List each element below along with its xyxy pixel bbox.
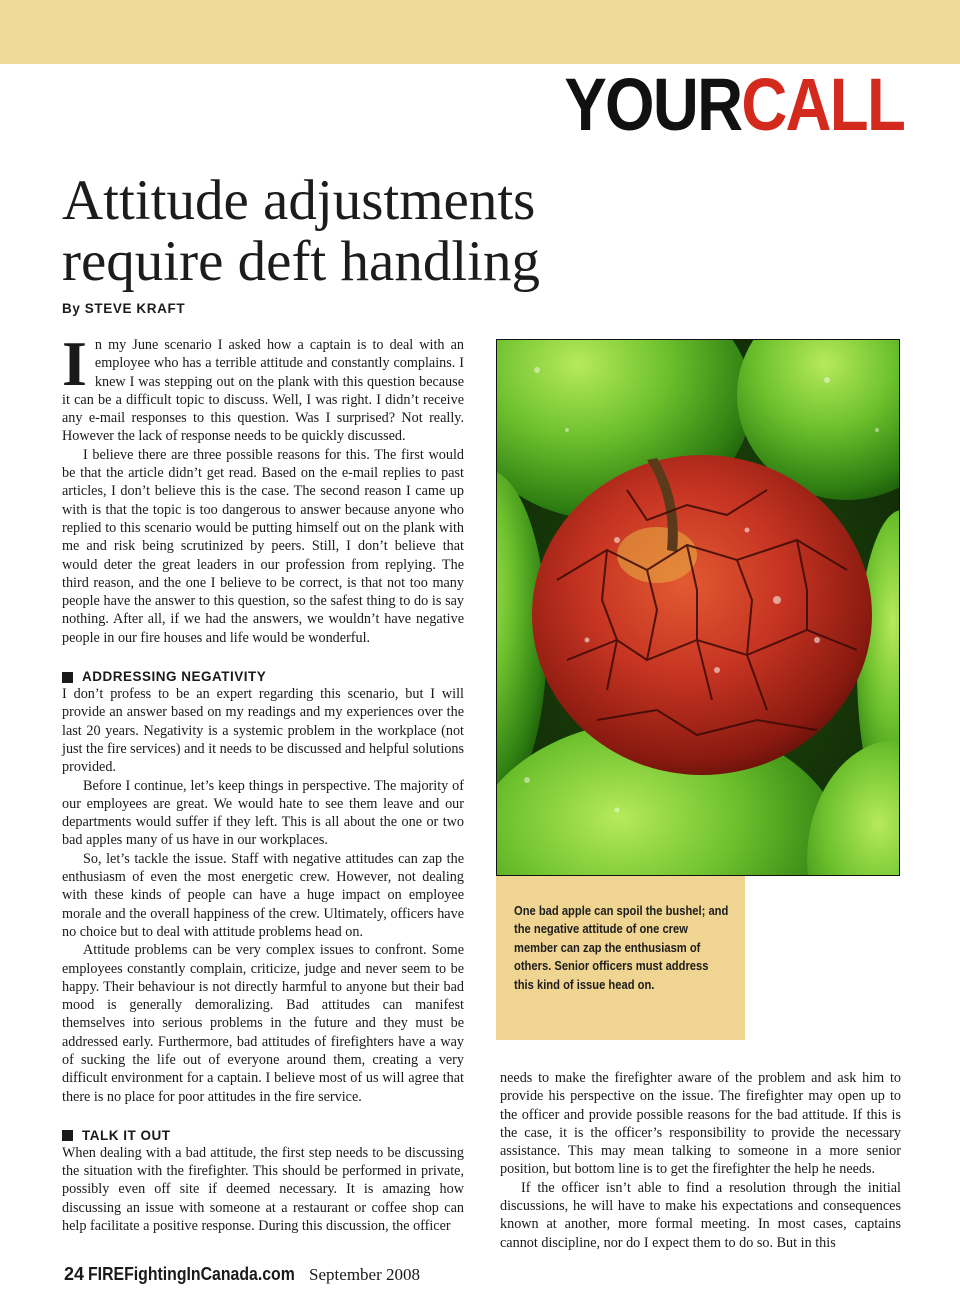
intro-paragraph-1	[62, 328, 464, 446]
article-headline: Attitude adjustments require deft handling	[62, 169, 540, 293]
banner-word-your: YOUR	[564, 63, 742, 146]
drop-cap: I	[62, 328, 87, 399]
intro-text-1: n my June scenario I asked how a captain is to deal with an employee who has a terrible attitude and constantly complains. I knew I was stepping out on the plank with this question because it can be a difficult topic to discuss. Well, I was right. I didn’t receive any e-mail responses to this question. Was I surprised? Not really. However the lack of response needs to be quickly discussed.	[62, 337, 464, 445]
subhead-talk-it-out	[62, 1128, 464, 1144]
page-footer	[64, 1264, 420, 1285]
top-color-band	[0, 0, 960, 64]
subhead-addressing-negativity	[62, 669, 464, 685]
right-column	[500, 1069, 901, 1252]
cracked-red-apple-icon	[532, 455, 872, 775]
left-column	[62, 328, 464, 1235]
body-paragraph: Attitude problems can be very complex issues to confront. Some employees constantly complain, criticize, judge and never seem to be happy. Their behaviour is not directly harmful to anyone but their bad mood is generally demoralizing. Bad attitudes can manifest themselves into serious problems in the future and they must be addressed early. Furthermore, bad attitudes of firefighters have a way of sucking the life out of everyone around them, creating a very difficult environment for a captain. I believe most of us will agree that there is no place for poor attitudes in the fire service.	[62, 942, 464, 1105]
intro-paragraph-2: I believe there are three possible reasons for this. The first would be that the article didn’t get read. Based on the e-mail replies to past articles, I don’t believe this is the case. The second reason I came up with is that the topic is too dangerous to answer because anyone who replied to this scenario would be putting himself out on the plank with me and risk being scrutinized by peers. Still, I don’t believe that would deter the great leaders in our profession from replying. The third reason, and the one I believe to be correct, is that not too many people have the answer to this question, so the safest thing to do is say nothing. After all, if we had the answers, we wouldn’t have negative people in our fire houses and life would be wonderful.	[62, 446, 464, 646]
square-bullet-icon	[62, 1130, 73, 1141]
body-paragraph: needs to make the firefighter aware of the problem and ask him to provide his perspective on the issue. The firefighter may open up to the officer and provide possible reasons for the bad attitude. If this is the case, it is the officer’s responsibility to provide the necessary assistance. This may mean talking to someone in a more senior position, but bottom line is to get the firefighter the help he needs.	[500, 1070, 901, 1178]
issue-date: September 2008	[309, 1265, 420, 1284]
banner-word-call: CALL	[741, 63, 904, 146]
apples-photo	[496, 339, 900, 876]
subhead-text: TALK IT OUT	[82, 1127, 171, 1143]
subhead-text: ADDRESSING NEGATIVITY	[82, 669, 267, 685]
photo-caption-box	[496, 876, 745, 1040]
section-banner	[564, 63, 904, 146]
body-paragraph: So, let’s tackle the issue. Staff with negative attitudes can zap the enthusiasm of even the most energetic crew. However, not dealing with these kinds of people can have a huge impact on employee morale and the overall happiness of the crew. Ultimately, officers have no choice but to deal with attitude problems head on.	[62, 850, 464, 940]
body-paragraph: Before I continue, let’s keep things in perspective. The majority of our employees are great. We would hate to see them leave and our departments would suffer if they left. This is all about the one or two bad apples many of us have in our workplaces.	[62, 777, 464, 849]
page-number: 24	[64, 1264, 85, 1284]
body-paragraph: If the officer isn’t able to find a resolution through the initial discussions, he will have to make his expectations and consequences known at another, more formal meeting. In most cases, captains cannot discipline, nor do I expect them to do so. But in this	[500, 1179, 901, 1251]
photo-caption: One bad apple can spoil the bushel; and the negative attitude of one crew member can zap the enthusiasm of others. Senior officers must address this kind of issue head on.	[514, 903, 729, 992]
body-paragraph: When dealing with a bad attitude, the first step needs to be discussing the situation with the firefighter. This should be performed in private, possibly even off site if deemed necessary. It is amazing how discussing an issue with someone at a restaurant or coffee shop can help facilitate a positive response. During this discussion, the officer	[62, 1144, 464, 1235]
body-paragraph: I don’t profess to be an expert regarding this scenario, but I will provide an answer based on my readings and my experiences over the last 20 years. Negativity is a systemic problem in the workplace (not just the fire services) and it needs to be discussed and helpful solutions provided.	[62, 686, 464, 776]
publication-name: FIREFightingInCanada.com	[88, 1264, 295, 1284]
square-bullet-icon	[62, 672, 73, 683]
byline: By STEVE KRAFT	[62, 301, 186, 316]
